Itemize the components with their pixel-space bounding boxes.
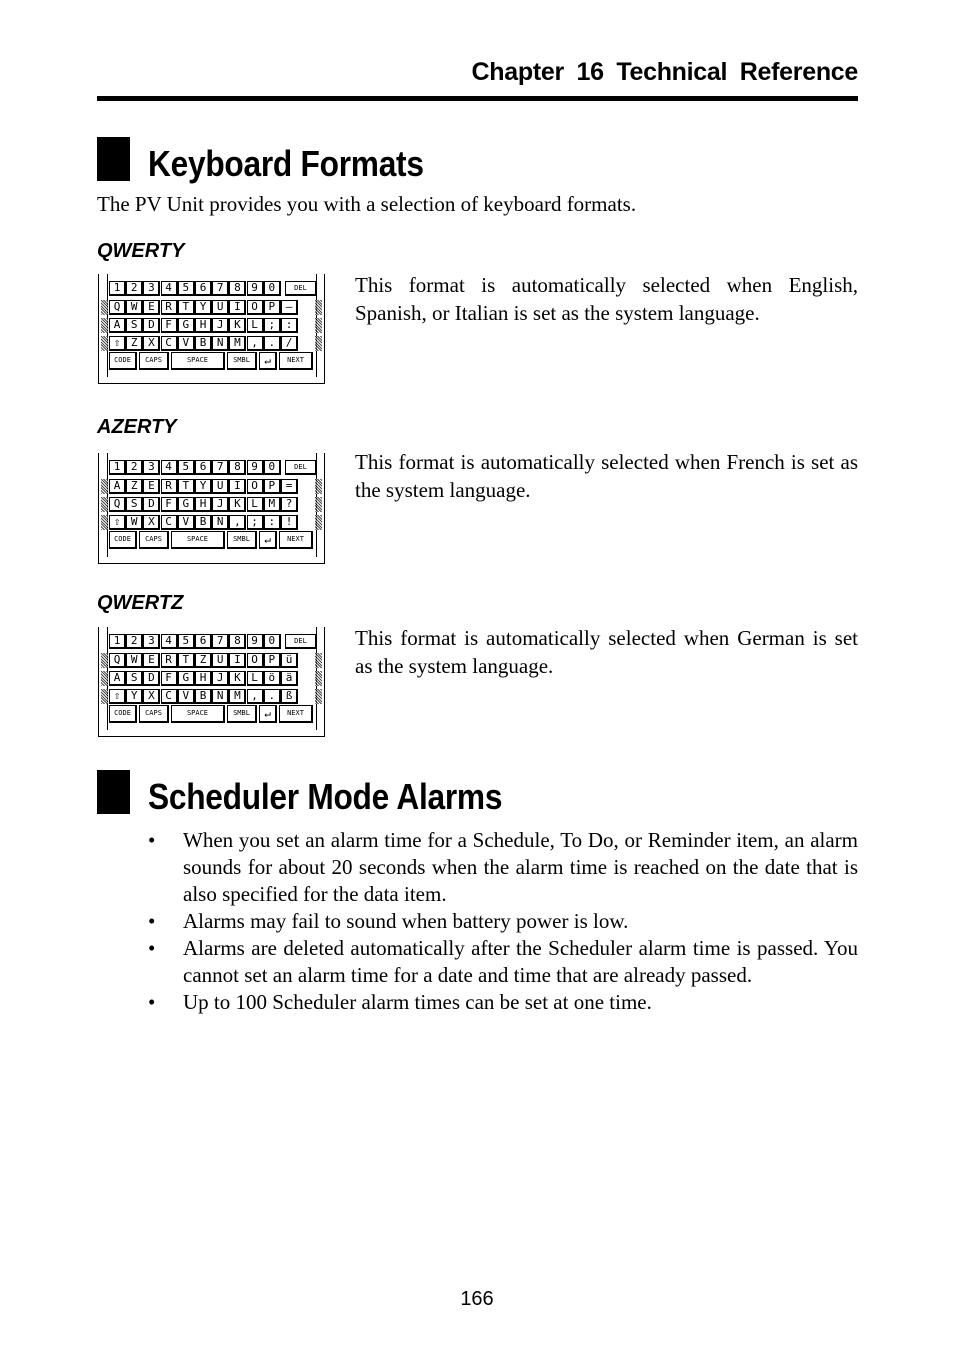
keyboard-key: V: [178, 336, 195, 351]
keyboard-edge-pattern: [315, 497, 322, 512]
keyboard-key: ,: [229, 515, 246, 530]
keyboard-key: ö: [264, 671, 281, 686]
keyboard-key: –: [281, 300, 298, 315]
keyboard-key: 9: [247, 460, 264, 475]
keyboard-key: ↵: [259, 531, 277, 549]
keyboard-key: O: [247, 300, 264, 315]
keyboard-key: Q: [109, 300, 126, 315]
keyboard-key: 4: [161, 281, 178, 296]
keyboard-key: .: [264, 689, 281, 704]
keyboard-image-qwerty: [98, 274, 325, 384]
keyboard-key: 2: [126, 281, 143, 296]
list-item-text: Up to 100 Scheduler alarm times can be set at one time.: [183, 990, 652, 1014]
keyboard-label-qwertz: QWERTZ: [97, 592, 184, 614]
keyboard-edge-pattern: [101, 689, 108, 704]
keyboard-edge-pattern: [315, 300, 322, 315]
keyboard-key: ü: [281, 653, 298, 668]
keyboard-key: CODE: [109, 705, 137, 723]
keyboard-key: E: [143, 479, 160, 494]
keyboard-key: D: [143, 497, 160, 512]
list-item: [148, 989, 858, 1016]
list-item: [148, 827, 858, 908]
keyboard-edge-pattern: [315, 479, 322, 494]
keyboard-key: E: [143, 300, 160, 315]
keyboard-key: R: [161, 479, 178, 494]
keyboard-key: C: [161, 336, 178, 351]
keyboard-key: T: [178, 653, 195, 668]
keyboard-key: 6: [195, 634, 212, 649]
keyboard-key: I: [229, 300, 246, 315]
keyboard-key: CAPS: [139, 705, 169, 723]
keyboard-edge-pattern: [315, 689, 322, 704]
keyboard-edge-pattern: [101, 479, 108, 494]
keyboard-key: SPACE: [171, 531, 225, 549]
section-intro: The PV Unit provides you with a selection of keyboard formats.: [97, 192, 637, 216]
keyboard-key: SMBL: [227, 352, 257, 370]
list-item: [148, 908, 858, 935]
keyboard-key: Z: [195, 653, 212, 668]
keyboard-key: N: [212, 515, 229, 530]
keyboard-key: SPACE: [171, 705, 225, 723]
keyboard-key: 7: [212, 281, 229, 296]
keyboard-key: 8: [229, 281, 246, 296]
keyboard-key: D: [143, 318, 160, 333]
keyboard-description-qwerty: This format is automatically selected when English, Spanish, or Italian is set as the system language.: [355, 273, 858, 325]
keyboard-key: A: [109, 479, 126, 494]
keyboard-key: 6: [195, 460, 212, 475]
keyboard-key: B: [195, 515, 212, 530]
bullet-marker: •: [148, 909, 156, 933]
keyboard-key: 2: [126, 460, 143, 475]
keyboard-key: F: [161, 318, 178, 333]
page-number: 166: [460, 1288, 494, 1310]
keyboard-key: T: [178, 300, 195, 315]
keyboard-key: L: [247, 671, 264, 686]
keyboard-key: X: [143, 689, 160, 704]
list-item-text: Alarms are deleted automatically after the Scheduler alarm time is passed. You cannot set an alarm time for a date and time that are already passed.: [183, 936, 858, 987]
keyboard-key: 7: [212, 634, 229, 649]
keyboard-key: ,: [247, 336, 264, 351]
alarm-bullet-list: [148, 827, 858, 1016]
keyboard-key: A: [109, 318, 126, 333]
keyboard-key: /: [281, 336, 298, 351]
keyboard-key: H: [195, 497, 212, 512]
keyboard-key: ;: [247, 515, 264, 530]
keyboard-key: 4: [161, 634, 178, 649]
keyboard-edge-pattern: [101, 515, 108, 530]
keyboard-key: K: [229, 497, 246, 512]
list-item-text: When you set an alarm time for a Schedule, To Do, or Reminder item, an alarm sounds for about 20 seconds when the alarm time is reached on the date that is also specified for the data item.: [183, 828, 858, 906]
keyboard-key: C: [161, 515, 178, 530]
keyboard-key: V: [178, 515, 195, 530]
keyboard-key: Z: [126, 336, 143, 351]
keyboard-key: U: [212, 479, 229, 494]
section-title-keyboard-formats: Keyboard Formats: [148, 143, 424, 184]
keyboard-key: P: [264, 479, 281, 494]
keyboard-key: X: [143, 336, 160, 351]
keyboard-key: M: [229, 689, 246, 704]
keyboard-key: 3: [143, 460, 160, 475]
keyboard-key: M: [264, 497, 281, 512]
keyboard-key: H: [195, 671, 212, 686]
keyboard-key: Y: [195, 300, 212, 315]
keyboard-key: 4: [161, 460, 178, 475]
keyboard-key: I: [229, 479, 246, 494]
keyboard-description-azerty: This format is automatically selected when French is set as the system language.: [355, 450, 858, 502]
keyboard-key: H: [195, 318, 212, 333]
bullet-marker: •: [148, 936, 156, 960]
keyboard-key: ⇧: [109, 689, 126, 704]
keyboard-key: L: [247, 318, 264, 333]
keyboard-key: .: [264, 336, 281, 351]
keyboard-key: Z: [126, 479, 143, 494]
keyboard-key: A: [109, 671, 126, 686]
keyboard-key: 7: [212, 460, 229, 475]
keyboard-key: Q: [109, 497, 126, 512]
keyboard-edge-pattern: [101, 318, 108, 333]
keyboard-key: CAPS: [139, 352, 169, 370]
keyboard-key: F: [161, 671, 178, 686]
keyboard-key: 8: [229, 634, 246, 649]
keyboard-key: CODE: [109, 531, 137, 549]
keyboard-key: 5: [178, 460, 195, 475]
keyboard-key: L: [247, 497, 264, 512]
keyboard-key: DEL: [285, 460, 317, 475]
keyboard-key: W: [126, 300, 143, 315]
keyboard-key: 3: [143, 634, 160, 649]
keyboard-key: Y: [126, 689, 143, 704]
keyboard-key: X: [143, 515, 160, 530]
keyboard-key: M: [229, 336, 246, 351]
keyboard-key: D: [143, 671, 160, 686]
keyboard-key: ;: [264, 318, 281, 333]
keyboard-key: J: [212, 318, 229, 333]
keyboard-key: 9: [247, 281, 264, 296]
keyboard-key: U: [212, 300, 229, 315]
keyboard-key: P: [264, 653, 281, 668]
keyboard-key: W: [126, 653, 143, 668]
keyboard-key: 1: [109, 634, 126, 649]
section-title-scheduler-alarms: Scheduler Mode Alarms: [148, 776, 503, 817]
keyboard-key: Q: [109, 653, 126, 668]
keyboard-key: U: [212, 653, 229, 668]
keyboard-key: E: [143, 653, 160, 668]
keyboard-key: O: [247, 653, 264, 668]
keyboard-label-azerty: AZERTY: [97, 416, 177, 438]
keyboard-key: DEL: [285, 634, 317, 649]
keyboard-key: NEXT: [279, 352, 313, 370]
keyboard-key: NEXT: [279, 705, 313, 723]
keyboard-key: :: [264, 515, 281, 530]
keyboard-key: C: [161, 689, 178, 704]
keyboard-key: ä: [281, 671, 298, 686]
keyboard-key: V: [178, 689, 195, 704]
keyboard-key: G: [178, 671, 195, 686]
keyboard-edge-pattern: [101, 497, 108, 512]
keyboard-key: N: [212, 336, 229, 351]
keyboard-key: SMBL: [227, 705, 257, 723]
keyboard-key: 5: [178, 634, 195, 649]
keyboard-key: Y: [195, 479, 212, 494]
bullet-marker: •: [148, 828, 156, 852]
keyboard-key: 0: [264, 281, 281, 296]
keyboard-key: N: [212, 689, 229, 704]
list-item-text: Alarms may fail to sound when battery power is low.: [183, 909, 629, 933]
keyboard-key: 2: [126, 634, 143, 649]
keyboard-edge-pattern: [101, 671, 108, 686]
keyboard-description-qwertz: This format is automatically selected when German is set as the system language.: [355, 626, 858, 678]
keyboard-key: J: [212, 497, 229, 512]
keyboard-key: K: [229, 318, 246, 333]
keyboard-key: CAPS: [139, 531, 169, 549]
keyboard-key: T: [178, 479, 195, 494]
keyboard-key: W: [126, 515, 143, 530]
keyboard-key: NEXT: [279, 531, 313, 549]
keyboard-key: :: [281, 318, 298, 333]
keyboard-key: ⇧: [109, 515, 126, 530]
list-item: [148, 935, 858, 989]
keyboard-key: ?: [281, 497, 298, 512]
keyboard-key: ß: [281, 689, 298, 704]
keyboard-key: =: [281, 479, 298, 494]
keyboard-key: 9: [247, 634, 264, 649]
keyboard-key: ⇧: [109, 336, 126, 351]
keyboard-key: SPACE: [171, 352, 225, 370]
keyboard-edge-pattern: [315, 336, 322, 351]
keyboard-key: 6: [195, 281, 212, 296]
keyboard-key: I: [229, 653, 246, 668]
keyboard-key: 1: [109, 281, 126, 296]
keyboard-key: 0: [264, 460, 281, 475]
keyboard-edge-pattern: [315, 515, 322, 530]
keyboard-image-azerty: [98, 453, 325, 564]
keyboard-key: J: [212, 671, 229, 686]
keyboard-edge-pattern: [315, 653, 322, 668]
keyboard-key: R: [161, 300, 178, 315]
keyboard-key: R: [161, 653, 178, 668]
keyboard-key: !: [281, 515, 298, 530]
keyboard-key: G: [178, 497, 195, 512]
keyboard-key: 1: [109, 460, 126, 475]
section-marker: [97, 137, 130, 181]
keyboard-label-qwerty: QWERTY: [97, 240, 185, 262]
keyboard-edge-pattern: [315, 318, 322, 333]
keyboard-key: 5: [178, 281, 195, 296]
keyboard-key: B: [195, 336, 212, 351]
keyboard-key: K: [229, 671, 246, 686]
chapter-header: Chapter 16 Technical Reference: [471, 58, 858, 86]
keyboard-key: SMBL: [227, 531, 257, 549]
keyboard-edge-pattern: [315, 671, 322, 686]
keyboard-key: CODE: [109, 352, 137, 370]
keyboard-key: ↵: [259, 352, 277, 370]
header-rule: [97, 96, 858, 101]
keyboard-key: P: [264, 300, 281, 315]
keyboard-key: DEL: [285, 281, 317, 296]
keyboard-key: 0: [264, 634, 281, 649]
keyboard-key: ,: [247, 689, 264, 704]
keyboard-edge-pattern: [101, 336, 108, 351]
keyboard-key: 3: [143, 281, 160, 296]
keyboard-key: S: [126, 318, 143, 333]
keyboard-image-qwertz: [98, 627, 325, 737]
keyboard-key: G: [178, 318, 195, 333]
bullet-marker: •: [148, 990, 156, 1014]
keyboard-key: B: [195, 689, 212, 704]
keyboard-key: ↵: [259, 705, 277, 723]
keyboard-edge-pattern: [101, 300, 108, 315]
keyboard-key: 8: [229, 460, 246, 475]
keyboard-key: S: [126, 671, 143, 686]
keyboard-edge-pattern: [101, 653, 108, 668]
keyboard-key: S: [126, 497, 143, 512]
keyboard-key: O: [247, 479, 264, 494]
keyboard-key: F: [161, 497, 178, 512]
section-marker: [97, 770, 130, 814]
